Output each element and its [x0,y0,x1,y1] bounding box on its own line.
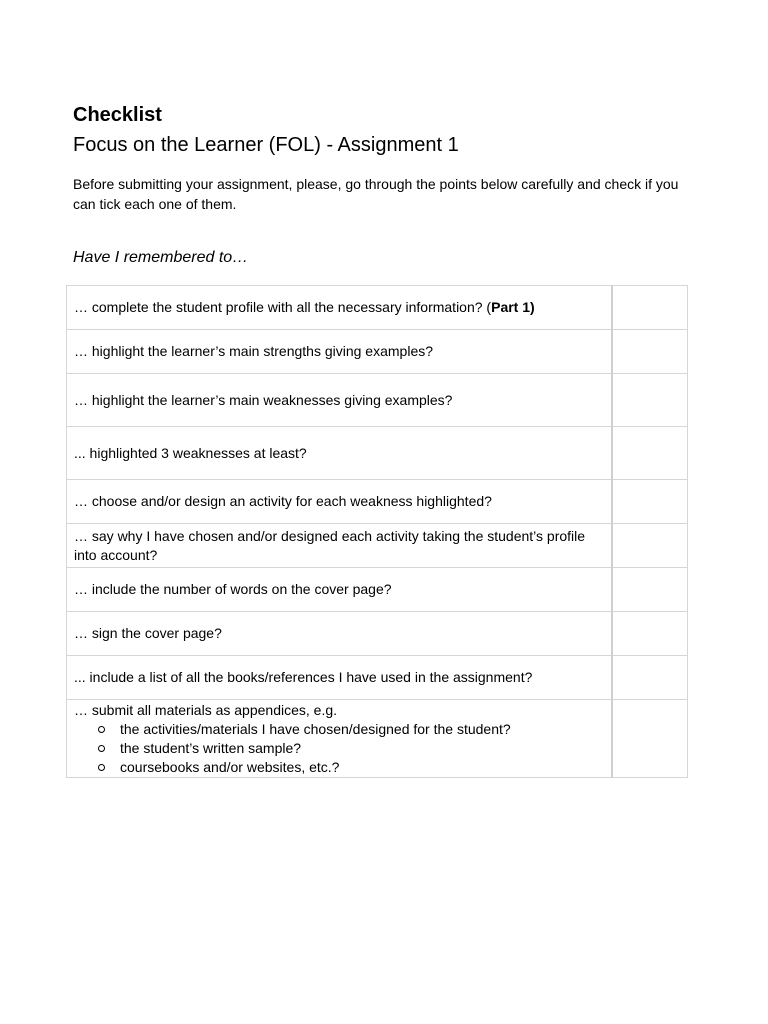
checklist-row [67,700,688,778]
checklist-row [67,568,688,612]
checklist-item [67,612,613,656]
tick-box[interactable] [612,286,687,330]
tick-box[interactable] [612,656,687,700]
tick-box[interactable] [612,568,687,612]
checklist-item-text: … highlight the learner’s main weaknesses giving examples? [74,391,453,408]
checklist-item [67,427,613,480]
checklist-item-text: … choose and/or design an activity for each weakness highlighted? [74,493,492,509]
checklist-item-text: ... include a list of all the books/references I have used in the assignment? [74,669,533,685]
checklist-row [67,524,688,568]
list-item-text: the student’s written sample? [120,739,302,756]
checklist-row [67,330,688,374]
checklist-item [67,330,613,374]
checklist-table [66,285,688,778]
tick-box[interactable] [612,700,687,778]
tick-box[interactable] [612,427,687,480]
document-subtitle: Focus on the Learner (FOL) - Assignment 1 [73,134,459,156]
document-title: Checklist [73,104,162,126]
checklist-item-text: … highlight the learner’s main strengths giving examples? [74,343,434,359]
tick-box[interactable] [612,374,687,427]
hollow-bullet-icon [98,726,105,733]
tick-box[interactable] [612,612,687,656]
checklist-row [67,480,688,524]
checklist-item [67,374,613,427]
checklist-item-text: … submit all materials as appendices, e.g. [74,701,338,718]
list-item-text: coursebooks and/or websites, etc.? [120,758,340,775]
hollow-bullet-icon [98,745,105,752]
checklist-item-text: ... highlighted 3 weaknesses at least? [74,444,307,461]
list-item-text: the activities/materials I have chosen/designed for the student? [120,720,511,737]
page-heading [73,102,713,158]
tick-box[interactable] [612,524,687,568]
checklist-item-text: … say why I have chosen and/or designed each activity taking the student’s profile into account? [74,527,586,563]
checklist-item-text: … complete the student profile with all the necessary information? ( [74,299,492,315]
checklist-item-emphasis: Part 1) [491,299,535,315]
checklist-row [67,286,688,330]
appendices-list [74,720,604,777]
tick-box[interactable] [612,480,687,524]
tick-box[interactable] [612,330,687,374]
checklist-row [67,427,688,480]
checklist-row [67,612,688,656]
checklist-item-text: … sign the cover page? [74,625,222,641]
checklist-item [67,656,613,700]
checklist-item [67,524,613,568]
list-item [98,739,604,758]
intro-paragraph: Before submitting your assignment, please, go through the points below carefully and check if you can tick each one of them. [73,176,679,212]
checklist-item [67,286,613,330]
checklist-item [67,568,613,612]
checklist-item-text: … include the number of words on the cover page? [74,581,392,597]
hollow-bullet-icon [98,764,105,771]
checklist-row [67,656,688,700]
list-item [98,758,604,777]
checklist-item [67,700,613,778]
list-item [98,720,604,739]
checklist-lead-in: Have I remembered to… [73,249,249,266]
checklist-row [67,374,688,427]
checklist-item [67,480,613,524]
